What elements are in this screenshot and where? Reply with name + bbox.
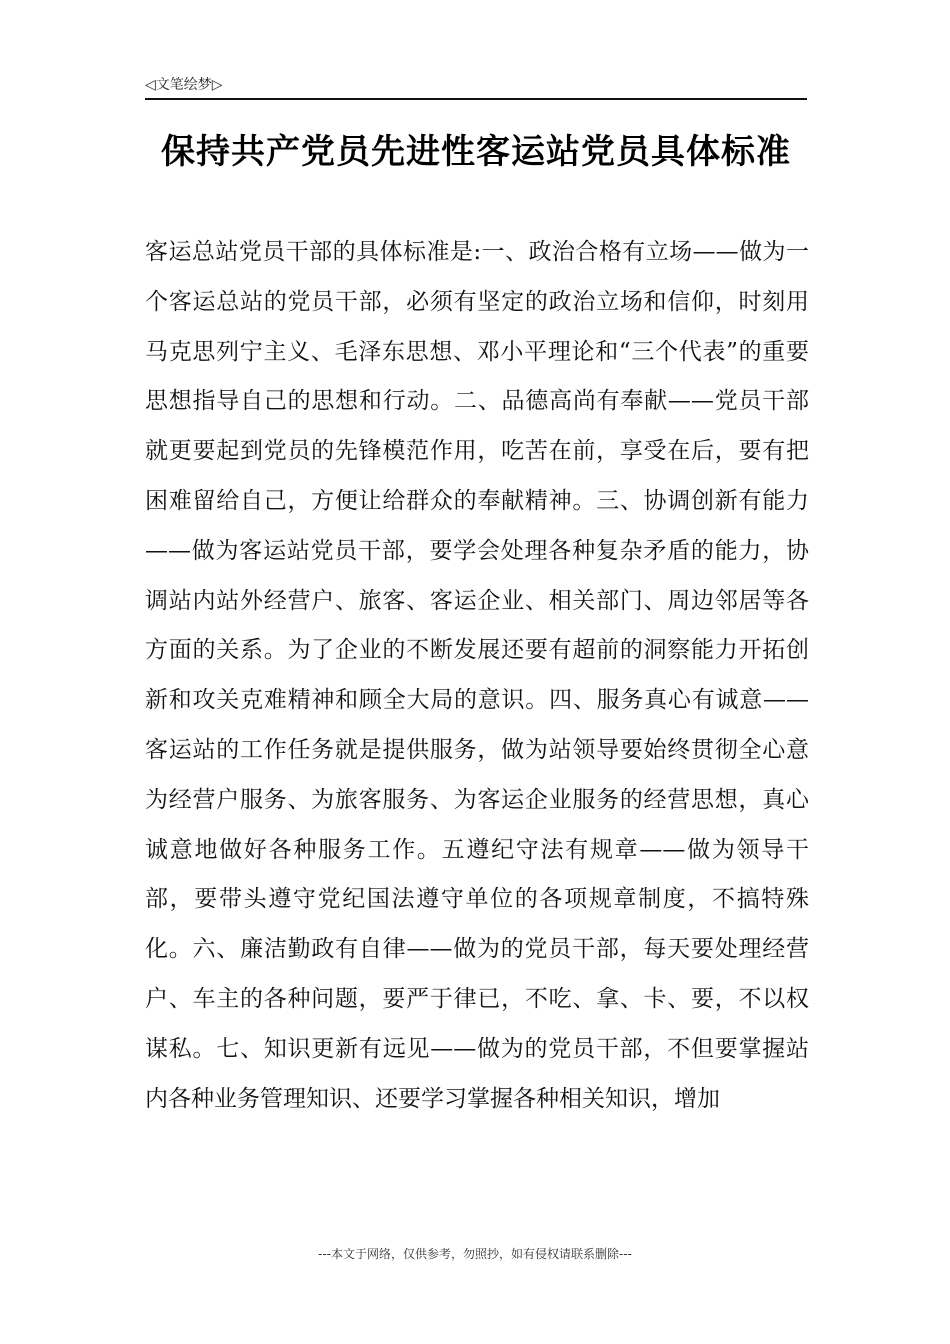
page-header [145,74,807,100]
document-title: 保持共产党员先进性客运站党员具体标准 [161,132,791,172]
header-brand-text: ◁文笔绘梦▷ [145,77,223,93]
document-body: 客运总站党员干部的具体标准是:一、政治合格有立场——做为一个客运总站的党员干部，必须有坚定的政治立场和信仰，时刻用马克思列宁主义、毛泽东思想、邓小平理论和“三个代表”的重要思想指导自己的思想和行动。二、品德高尚有奉献——党员干部就更要起到党员的先锋模范作用，吃苦在前，享受在后，要有把困难留给自己，方便让给群众的奉献精神。三、协调创新有能力——做为客运站党员干部，要学会处理各种复杂矛盾的能力，协调站内站外经营户、旅客、客运企业、相关部门、周边邻居等各方面的关系。为了企业的不断发展还要有超前的洞察能力开拓创新和攻关克难精神和顾全大局的意识。四、服务真心有诚意——客运站的工作任务就是提供服务，做为站领导要始终贯彻全心意为经营户服务、为旅客服务、为客运企业服务的经营思想，真心诚意地做好各种服务工作。五遵纪守法有规章——做为领导干部，要带头遵守党纪国法遵守单位的各项规章制度，不搞特殊化。六、廉洁勤政有自律——做为的党员干部，每天要处理经营户、车主的各种问题，要严于律已，不吃、拿、卡、要，不以权谋私。七、知识更新有远见——做为的党员干部，不但要掌握站内各种业务管理知识、还要学习掌握各种相关知识，增加 [145,239,809,1112]
page-footer: ---本文于网络，仅供参考，勿照抄，如有侵权请联系删除--- [318,1247,632,1261]
